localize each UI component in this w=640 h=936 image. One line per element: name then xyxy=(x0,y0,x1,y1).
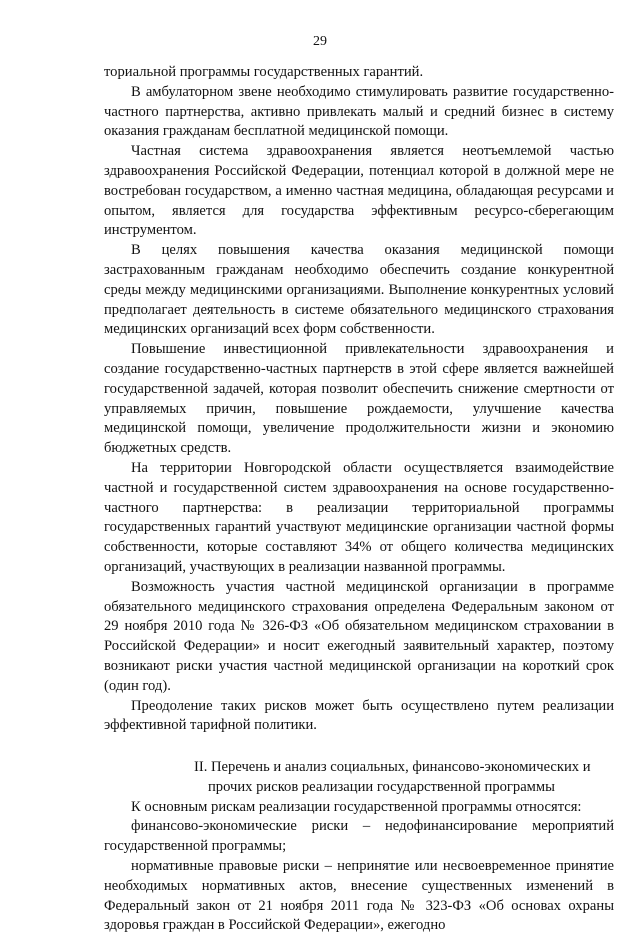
document-body xyxy=(104,63,614,936)
paragraph-private-healthcare: Частная система здравоохранения является неотъемлемой частью здравоохранения Российской Федерации, потенциал которой в должной мере не востребован государством, а именно частная медицина, обладающая ресурсами и опытом, является для государства эффективным ресурсо-сберегающим инструментом. xyxy=(104,143,614,239)
paragraph-federal-law-326: Возможность участия частной медицинской организации в программе обязательного медицинского страхования определена Федеральным законом от 29 ноября 2010 года № 326-ФЗ «Об обязательном медицинском страховании в Российской Федерации» и носит ежегодный заявительный характер, поэтому возникают риски участия частной медицинской организации на короткий срок (один год). xyxy=(104,578,614,694)
paragraph-main-risks: К основным рискам реализации государственной программы относятся: xyxy=(131,798,582,815)
paragraph-novgorod-region: На территории Новгородской области осуществляется взаимодействие частной и государственной систем здравоохранения на основе государственно-частного партнерства: в реализации территориальной программы государственных гарантий участвуют медицинские организации частной формы собственности, которые составляют 34% от общего количества медицинских организаций, участвующих в реализации названной программы. xyxy=(104,459,614,575)
paragraph-outpatient-partnership: В амбулаторном звене необходимо стимулировать развитие государственно-частного партнерства, активно привлекать малый и средний бизнес в систему оказания гражданам бесплатной медицинской помощи. xyxy=(104,83,614,140)
section-heading-line-2: прочих рисков реализации государственной программы xyxy=(208,778,555,795)
section-heading xyxy=(104,758,614,798)
page-number: 29 xyxy=(313,34,327,49)
paragraph-tariff-policy: Преодоление таких рисков может быть осуществлено путем реализации эффективной тарифной политики. xyxy=(104,697,614,734)
paragraph-regulatory-risks: нормативные правовые риски – непринятие или несвоевременное принятие необходимых нормативных актов, внесение существенных изменений в Федеральный закон от 21 ноября 2011 года № 323-ФЗ «Об основах охраны здоровья граждан в Российской Федерации», ежегодно xyxy=(104,858,614,934)
section-heading-line-1: II. Перечень и анализ социальных, финансово-экономических и xyxy=(194,759,591,776)
paragraph-competitive-environment: В целях повышения качества оказания медицинской помощи застрахованным гражданам необходимо обеспечить создание конкурентной среды между медицинскими организациями. Выполнение конкурентных условий предполагает деятельность в системе обязательного медицинского страхования медицинских организаций всех форм собственности. xyxy=(104,242,614,338)
paragraph-continuation: ториальной программы государственных гарантий. xyxy=(104,64,424,80)
paragraph-investment-attractiveness: Повышение инвестиционной привлекательности здравоохранения и создание государственно-частных партнерств в этой сфере является важнейшей государственной задачей, которая позволит обеспечить снижение смертности от управляемых причин, повышение рождаемости, улучшение качества медицинской помощи, увеличение продолжительности жизни и экономию бюджетных средств. xyxy=(104,341,614,457)
paragraph-financial-risks: финансово-экономические риски – недофинансирование мероприятий государственной программы; xyxy=(104,818,614,855)
